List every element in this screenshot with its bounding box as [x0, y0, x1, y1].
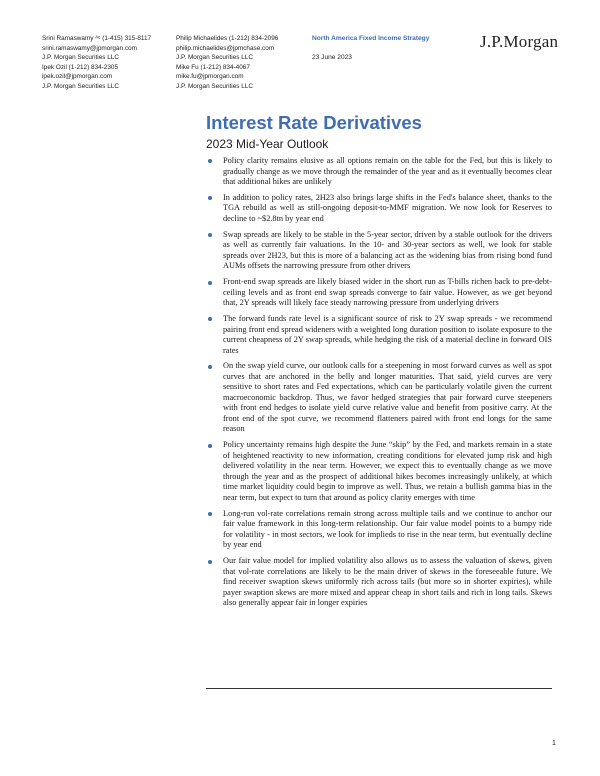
report-date: 23 June 2023 [312, 53, 352, 61]
list-item [206, 193, 552, 225]
bullet-icon [208, 159, 212, 163]
list-item-text: Swap spreads are likely to be stable in the 5-year sector, driven by a stable outlook for the drivers as well as currently fair valuations. In the 10- and 30-year sectors as well, we look for stable spreads over 2H23, but this is more of a balancing act as the widening bias from rising bond fund AUMs offsets the narrowing pressure from other drivers [223, 229, 552, 271]
author-firm: J.P. Morgan Securities LLC [42, 82, 119, 90]
divider [206, 688, 552, 689]
author-contacts-left [42, 34, 151, 92]
list-item-text: Policy uncertainty remains high despite the June “skip” by the Fed, and markets remain in a state of heightened reactivity to new information, creating conditions for elevated jump risk and high delivered volatility in the near term. However, we expect this to eventually change as we move through the year and as the prospect of additional hikes becomes increasingly unlikely, at which time market liquidity could begin to improve as well. Thus, we retain a bullish gamma bias in the near term, but expect to turn that around as policy clarity emerges with time [223, 440, 552, 502]
author-firm: J.P. Morgan Securities LLC [176, 54, 253, 62]
list-item-text: On the swap yield curve, our outlook calls for a steepening in most forward curves as well as spot curves that are anchored in the belly and longer maturities. That said, yield curves are very sensitive to short rates and Fed expectations, which can be particularly volatile given the current macroeconomic backdrop. Thus, we favor hedged strategies that pair forward curve steepeners with front end hedges to isolate yield curve relative value and benefit from positive carry. At the front end of the spot curve, we recommend flatteners paired with front end longs for the same reason [223, 361, 552, 434]
author-firm: J.P. Morgan Securities LLC [42, 54, 119, 62]
list-item [206, 230, 552, 272]
list-item-text: The forward funds rate level is a significant source of risk to 2Y swap spreads - we recommend pairing front end spread wideners with a weighted long duration position to isolate exposure to the current cheapness of 2Y swap spreads, while hedging the risk of a material decline in forward OIS rates [223, 314, 552, 355]
list-item [206, 277, 552, 309]
list-item-text: In addition to policy rates, 2H23 also brings large shifts in the Fed's balance sheet, thanks to the TGA rebuild as well as still-ongoing deposit-to-MMF migration. We now look for Reserves to decline to ~$2.8tn by year end [223, 192, 552, 223]
author-contacts-right [176, 34, 278, 92]
author-line: Srini Ramaswamy ᴬᶜ (1-415) 315-8117 [42, 35, 152, 42]
bullet-icon [208, 317, 212, 321]
author-email[interactable]: philip.michaelides@jpmchase.com [176, 44, 275, 52]
author-email[interactable]: mike.fu@jpmorgan.com [176, 73, 244, 81]
bullet-icon [208, 365, 212, 369]
list-item [206, 314, 552, 356]
list-item [206, 361, 552, 435]
bullet-icon [208, 560, 212, 564]
bullet-icon [208, 444, 212, 448]
department-label: North America Fixed Income Strategy [312, 35, 430, 42]
report-header-info [312, 34, 432, 62]
author-email[interactable]: ipek.ozil@jpmorgan.com [42, 73, 113, 81]
author-email[interactable]: srini.ramaswamy@jpmorgan.com [42, 44, 137, 52]
list-item-text: Front-end swap spreads are likely biased wider in the short run as T-bills richen back to pre-debt-ceiling levels and as front end swap spreads converge to fair value. However, as we get beyond that, 2Y spreads will likely face steady narrowing pressure from underlying drivers [223, 277, 552, 308]
page-title: Interest Rate Derivatives [206, 112, 422, 133]
author-line: Ipek Ozil (1-212) 834-2305 [42, 63, 119, 71]
bullet-icon [208, 233, 212, 237]
author-firm: J.P. Morgan Securities LLC [176, 82, 253, 90]
list-item-text: Policy clarity remains elusive as all options remain on the table for the Fed, but this is likely to gradually change as we move through the remainder of the year and as it eventually becomes clear that additional hikes are unlikely [223, 156, 552, 186]
bullet-icon [208, 512, 212, 516]
jpmorgan-logo: J.P.Morgan [480, 32, 559, 51]
key-points-list [206, 156, 552, 614]
list-item [206, 440, 552, 503]
bullet-icon [208, 196, 212, 200]
bullet-icon [208, 281, 212, 285]
list-item [206, 156, 552, 188]
author-line: Philip Michaelides (1-212) 834-2096 [176, 35, 279, 42]
list-item-text: Our fair value model for implied volatility also allows us to assess the valuation of skews, given that vol-rate correlations are likely to be the main driver of skews in the foreseeable future. We find receiver swaption skews uniformly rich across tails (but more so in shorter expiries), while payer swaption skews are more mixed and appear cheap in short tails and rich in long tails. Skews also generally appear fair in longer expiries [223, 556, 552, 608]
list-item [206, 509, 552, 551]
page-number: 1 [552, 740, 556, 747]
author-line: Mike Fu (1-212) 834-4067 [176, 63, 250, 71]
page-subtitle: 2023 Mid-Year Outlook [206, 137, 329, 151]
list-item [206, 556, 552, 609]
list-item-text: Long-run vol-rate correlations remain strong across multiple tails and we continue to anchor our fair value framework in this long-term relationship. Our fair value model points to a bumpy ride for volatility - in most sectors, we look for implieds to rise in the near term, but eventually decline by year end [223, 508, 552, 550]
